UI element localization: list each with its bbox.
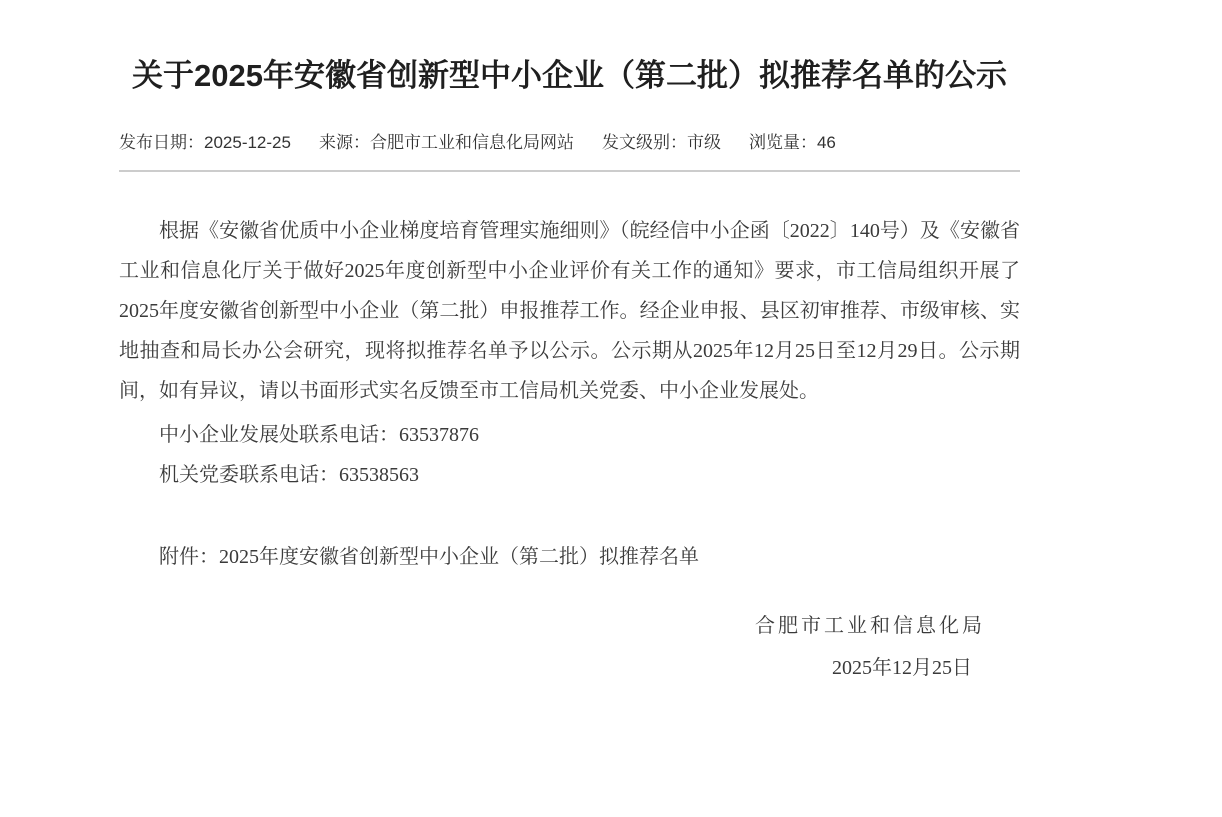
meta-view-count xyxy=(749,131,836,155)
meta-publish-date xyxy=(119,131,291,155)
article-body xyxy=(119,211,1020,689)
article-container xyxy=(119,0,1020,689)
contact-line-sme-division: 中小企业发展处联系电话：63537876 xyxy=(159,424,479,446)
meta-document-level xyxy=(602,131,721,155)
meta-source-label: 来源： xyxy=(318,133,370,152)
attachment-line: 附件：2025年度安徽省创新型中小企业（第二批）拟推荐名单 xyxy=(159,546,699,568)
meta-publish-date-label: 发布日期： xyxy=(119,133,204,152)
meta-document-level-label: 发文级别： xyxy=(601,133,687,152)
meta-source xyxy=(319,131,574,155)
meta-view-count-label: 浏览量： xyxy=(748,133,817,152)
signature-block xyxy=(119,605,1020,689)
meta-view-count-value: 46 xyxy=(816,133,836,152)
main-paragraph: 根据《安徽省优质中小企业梯度培育管理实施细则》（皖经信中小企函〔2022〕140号）及《安徽省工业和信息化厅关于做好2025年度创新型中小企业评价有关工作的通知》要求，市工信局组织开展了2025年度安徽省创新型中小企业（第二批）申报推荐工作。经企业申报、县区初审推荐、市级审核、实地抽查和局长办公会研究，现将拟推荐名单予以公示。公示期从2025年12月25日至12月29日。公示期间，如有异议，请以书面形式实名反馈至市工信局机关党委、中小企业发展处。 xyxy=(119,220,1020,402)
article-meta-row xyxy=(119,131,1020,155)
contact-line-party-committee: 机关党委联系电话：63538563 xyxy=(159,464,419,486)
meta-document-level-value: 市级 xyxy=(686,133,721,152)
signature-organization: 合肥市工业和信息化局 xyxy=(755,615,985,637)
meta-divider xyxy=(119,170,1020,172)
meta-source-value: 合肥市工业和信息化局网站 xyxy=(369,133,574,152)
signature-date: 2025年12月25日 xyxy=(832,657,972,679)
meta-publish-date-value: 2025-12-25 xyxy=(204,133,291,152)
page-title: 关于2025年安徽省创新型中小企业（第二批）拟推荐名单的公示 xyxy=(132,58,1007,93)
